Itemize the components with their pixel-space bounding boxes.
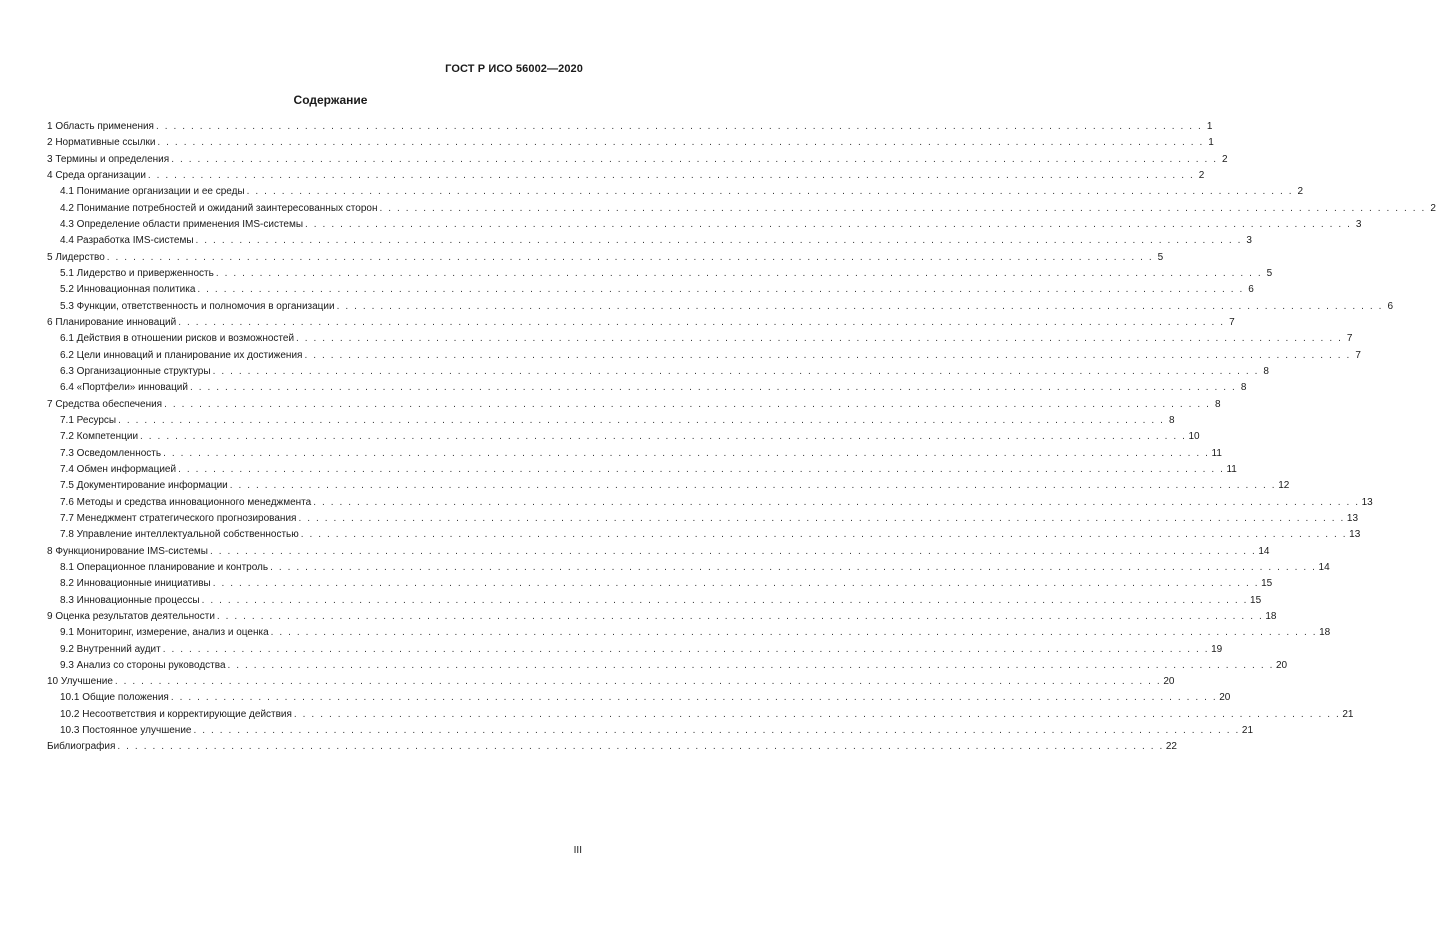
toc-entry[interactable] [47, 707, 1354, 723]
toc-entry-label: 2 Нормативные ссылки [47, 137, 156, 149]
toc-dot-leader: . . . . . . . . . . . . . . . . . . . . . . . . . . . . . . . . . . . . . . . . . . . . . . . . . . . . . . . . . . . . . . . . . . . . . . . . . . . . . . . . . . . . . . . . . . . . . . . . . . . . . . . . . . . . . . . . . . . . . . . . [201, 594, 1249, 606]
toc-entry-page: 2 [1198, 169, 1205, 181]
toc-entry[interactable] [47, 331, 1353, 347]
toc-entry[interactable] [47, 250, 1164, 266]
toc-dot-leader: . . . . . . . . . . . . . . . . . . . . . . . . . . . . . . . . . . . . . . . . . . . . . . . . . . . . . . . . . . . . . . . . . . . . . . . . . . . . . . . . . . . . . . . . . . . . . . . . . . . . . . . . . . . . . . . . . . . . . . . . [195, 235, 1242, 247]
toc-entry-page: 10 [1188, 431, 1200, 443]
toc-dot-leader: . . . . . . . . . . . . . . . . . . . . . . . . . . . . . . . . . . . . . . . . . . . . . . . . . . . . . . . . . . . . . . . . . . . . . . . . . . . . . . . . . . . . . . . . . . . . . . . . . . . . . . . . . . . . . . . . . . . . . . . . [212, 578, 1260, 590]
toc-entry-label: 4.2 Понимание потребностей и ожиданий заинтересованных сторон [60, 202, 378, 214]
toc-dot-leader: . . . . . . . . . . . . . . . . . . . . . . . . . . . . . . . . . . . . . . . . . . . . . . . . . . . . . . . . . . . . . . . . . . . . . . . . . . . . . . . . . . . . . . . . . . . . . . . . . . . . . . . . . . . . . . . . . . . . . . . . [300, 529, 1348, 541]
toc-entry[interactable] [47, 299, 1393, 315]
toc-entry-label: 7.7 Менеджмент стратегического прогнозирования [60, 512, 297, 524]
toc-dot-leader: . . . . . . . . . . . . . . . . . . . . . . . . . . . . . . . . . . . . . . . . . . . . . . . . . . . . . . . . . . . . . . . . . . . . . . . . . . . . . . . . . . . . . . . . . . . . . . . . . . . . . . . . . . . . . . . . . . . . . . . . [212, 365, 1259, 377]
toc-entry-page: 1 [1208, 137, 1214, 149]
toc-entry-label: 1 Область применения [47, 121, 154, 132]
toc-entry-page: 14 [1318, 561, 1330, 573]
toc-entry-page: 7 [1355, 349, 1361, 361]
toc-entry[interactable] [47, 593, 1262, 609]
toc-entry-label: 7.4 Обмен информацией [60, 463, 177, 475]
toc-entry-label: 5.3 Функции, ответственность и полномочия в организации [60, 300, 335, 312]
toc-entry-page: 20 [1275, 659, 1288, 671]
toc-dot-leader: . . . . . . . . . . . . . . . . . . . . . . . . . . . . . . . . . . . . . . . . . . . . . . . . . . . . . . . . . . . . . . . . . . . . . . . . . . . . . . . . . . . . . . . . . . . . . . . . . . . . . . . . . . . . . . . . . . . . . . . . [293, 708, 1341, 720]
toc-dot-leader: . . . . . . . . . . . . . . . . . . . . . . . . . . . . . . . . . . . . . . . . . . . . . . . . . . . . . . . . . . . . . . . . . . . . . . . . . . . . . . . . . . . . . . . . . . . . . . . . . . . . . . . . . . . . . . . . . . . . . . . . [163, 447, 1210, 459]
toc-entry-label: 9.3 Анализ со стороны руководства [60, 659, 226, 671]
toc-entry-page: 13 [1349, 529, 1361, 541]
toc-entry-page: 15 [1250, 594, 1262, 606]
toc-entry-label: 6.2 Цели инноваций и планирование их достижения [60, 349, 303, 361]
toc-entry-page: 2 [1222, 153, 1228, 165]
toc-entry-page: 5 [1157, 251, 1164, 263]
toc-entry-label: 7.8 Управление интеллектуальной собственностью [60, 529, 299, 541]
toc-entry[interactable] [47, 233, 1252, 249]
toc-dot-leader: . . . . . . . . . . . . . . . . . . . . . . . . . . . . . . . . . . . . . . . . . . . . . . . . . . . . . . . . . . . . . . . . . . . . . . . . . . . . . . . . . . . . . . . . . . . . . . . . . . . . . . . . . . . . . . . . . . . . . . . . [298, 512, 1345, 524]
toc-entry[interactable] [47, 723, 1254, 739]
toc-entry-page: 19 [1211, 643, 1223, 655]
toc-dot-leader: . . . . . . . . . . . . . . . . . . . . . . . . . . . . . . . . . . . . . . . . . . . . . . . . . . . . . . . . . . . . . . . . . . . . . . . . . . . . . . . . . . . . . . . . . . . . . . . . . . . . . . . . . . . . . . . . . . . . . . . . [170, 692, 1218, 704]
toc-entry[interactable] [47, 576, 1273, 592]
toc-entry-label: 4.3 Определение области применения IMS-системы [60, 218, 304, 230]
toc-dot-leader: . . . . . . . . . . . . . . . . . . . . . . . . . . . . . . . . . . . . . . . . . . . . . . . . . . . . . . . . . . . . . . . . . . . . . . . . . . . . . . . . . . . . . . . . . . . . . . . . . . . . . . . . . . . . . . . . . . . . . . . . [227, 659, 1274, 671]
toc-entry[interactable] [47, 282, 1254, 298]
toc-entry-page: 18 [1265, 610, 1277, 622]
toc-entry-label: 5.1 Лидерство и приверженность [60, 267, 214, 279]
toc-dot-leader: . . . . . . . . . . . . . . . . . . . . . . . . . . . . . . . . . . . . . . . . . . . . . . . . . . . . . . . . . . . . . . . . . . . . . . . . . . . . . . . . . . . . . . . . . . . . . . . . . . . . . . . . . . . . . . . . . . . . . . . . [155, 121, 1203, 132]
toc-entry[interactable] [47, 478, 1290, 494]
toc-dot-leader: . . . . . . . . . . . . . . . . . . . . . . . . . . . . . . . . . . . . . . . . . . . . . . . . . . . . . . . . . . . . . . . . . . . . . . . . . . . . . . . . . . . . . . . . . . . . . . . . . . . . . . . . . . . . . . . . . . . . . . . . [304, 349, 1351, 361]
toc-entry-page: 15 [1261, 578, 1273, 590]
toc-entry-label: 4.1 Понимание организации и ее среды [60, 186, 245, 198]
toc-entry-label: 7.6 Методы и средства инновационного менеджмента [60, 496, 312, 508]
toc-dot-leader: . . . . . . . . . . . . . . . . . . . . . . . . . . . . . . . . . . . . . . . . . . . . . . . . . . . . . . . . . . . . . . . . . . . . . . . . . . . . . . . . . . . . . . . . . . . . . . . . . . . . . . . . . . . . . . . . . . . . . . . . [117, 741, 1164, 753]
toc-entry-page: 20 [1163, 676, 1175, 688]
toc-entry-label: 7.5 Документирование информации [60, 480, 228, 492]
toc-dot-leader: . . . . . . . . . . . . . . . . . . . . . . . . . . . . . . . . . . . . . . . . . . . . . . . . . . . . . . . . . . . . . . . . . . . . . . . . . . . . . . . . . . . . . . . . . . . . . . . . . . . . . . . . . . . . . . . . . . . . . . . . [193, 725, 1240, 737]
toc-entry[interactable] [47, 429, 1200, 445]
toc-entry-label: 8 Функционирование IMS-системы [47, 545, 208, 557]
table-of-contents [47, 119, 1436, 756]
toc-entry-page: 8 [1263, 365, 1269, 377]
toc-entry-label: 5.2 Инновационная политика [60, 284, 196, 296]
toc-entry-page: 11 [1211, 447, 1222, 459]
toc-dot-leader: . . . . . . . . . . . . . . . . . . . . . . . . . . . . . . . . . . . . . . . . . . . . . . . . . . . . . . . . . . . . . . . . . . . . . . . . . . . . . . . . . . . . . . . . . . . . . . . . . . . . . . . . . . . . . . . . . . . . . . . . [157, 137, 1204, 149]
toc-entry-label: 10 Улучшение [47, 676, 113, 688]
toc-entry-label: 4.4 Разработка IMS-системы [60, 235, 194, 247]
toc-entry[interactable] [47, 413, 1175, 429]
toc-entry-page: 1 [1206, 121, 1213, 132]
toc-dot-leader: . . . . . . . . . . . . . . . . . . . . . . . . . . . . . . . . . . . . . . . . . . . . . . . . . . . . . . . . . . . . . . . . . . . . . . . . . . . . . . . . . . . . . . . . . . . . . . . . . . . . . . . . . . . . . . . . . . . . . . . . [178, 463, 1225, 475]
toc-entry-label: 6.4 «Портфели» инноваций [60, 382, 188, 394]
toc-entry-label: 8.3 Инновационные процессы [60, 594, 200, 606]
toc-entry-page: 7 [1229, 316, 1235, 328]
toc-entry-page: 3 [1246, 235, 1252, 247]
toc-entry-label: 4 Среда организации [47, 169, 146, 181]
toc-entry[interactable] [47, 168, 1205, 184]
toc-dot-leader: . . . . . . . . . . . . . . . . . . . . . . . . . . . . . . . . . . . . . . . . . . . . . . . . . . . . . . . . . . . . . . . . . . . . . . . . . . . . . . . . . . . . . . . . . . . . . . . . . . . . . . . . . . . . . . . . . . . . . . . . [162, 643, 1210, 655]
toc-entry-page: 6 [1248, 284, 1254, 296]
toc-dot-leader: . . . . . . . . . . . . . . . . . . . . . . . . . . . . . . . . . . . . . . . . . . . . . . . . . . . . . . . . . . . . . . . . . . . . . . . . . . . . . . . . . . . . . . . . . . . . . . . . . . . . . . . . . . . . . . . . . . . . . . . . [305, 218, 1352, 230]
toc-dot-leader: . . . . . . . . . . . . . . . . . . . . . . . . . . . . . . . . . . . . . . . . . . . . . . . . . . . . . . . . . . . . . . . . . . . . . . . . . . . . . . . . . . . . . . . . . . . . . . . . . . . . . . . . . . . . . . . . . . . . . . . . [197, 284, 1244, 296]
toc-entry-page: 8 [1168, 414, 1175, 426]
toc-entry[interactable] [47, 397, 1221, 413]
toc-entry-label: 6 Планирование инноваций [47, 316, 177, 328]
toc-entry-label: 6.1 Действия в отношении рисков и возможностей [60, 333, 295, 345]
toc-entry-page: 7 [1346, 333, 1353, 345]
toc-entry-page: 2 [1297, 186, 1304, 198]
toc-entry-page: 8 [1240, 382, 1247, 394]
toc-entry[interactable] [47, 544, 1270, 560]
toc-entry[interactable] [47, 364, 1269, 380]
toc-entry[interactable] [47, 152, 1228, 168]
toc-entry-page: 18 [1319, 627, 1331, 639]
toc-entry-page: 14 [1258, 545, 1270, 557]
toc-entry-page: 20 [1219, 692, 1231, 704]
toc-entry-label: 3 Термины и определения [47, 153, 170, 165]
page-number: III [573, 845, 582, 856]
toc-dot-leader: . . . . . . . . . . . . . . . . . . . . . . . . . . . . . . . . . . . . . . . . . . . . . . . . . . . . . . . . . . . . . . . . . . . . . . . . . . . . . . . . . . . . . . . . . . . . . . . . . . . . . . . . . . . . . . . . . . . . . . . . [189, 382, 1237, 394]
toc-entry-label: 7.3 Осведомленность [60, 447, 162, 459]
toc-entry[interactable] [47, 266, 1273, 282]
toc-entry-label: 8.1 Операционное планирование и контроль [60, 561, 269, 573]
toc-entry[interactable] [47, 674, 1175, 690]
toc-dot-leader: . . . . . . . . . . . . . . . . . . . . . . . . . . . . . . . . . . . . . . . . . . . . . . . . . . . . . . . . . . . . . . . . . . . . . . . . . . . . . . . . . . . . . . . . . . . . . . . . . . . . . . . . . . . . . . . . . . . . . . . . [118, 414, 1165, 426]
toc-entry-page: 12 [1278, 480, 1290, 492]
toc-dot-leader: . . . . . . . . . . . . . . . . . . . . . . . . . . . . . . . . . . . . . . . . . . . . . . . . . . . . . . . . . . . . . . . . . . . . . . . . . . . . . . . . . . . . . . . . . . . . . . . . . . . . . . . . . . . . . . . . . . . . . . . . [178, 316, 1225, 328]
toc-entry-label: 9.2 Внутренний аудит [60, 643, 161, 655]
toc-dot-leader: . . . . . . . . . . . . . . . . . . . . . . . . . . . . . . . . . . . . . . . . . . . . . . . . . . . . . . . . . . . . . . . . . . . . . . . . . . . . . . . . . . . . . . . . . . . . . . . . . . . . . . . . . . . . . . . . . . . . . . . . [114, 676, 1162, 688]
toc-entry-label: 10.2 Несоответствия и корректирующие действия [60, 708, 292, 720]
toc-entry[interactable] [47, 527, 1361, 543]
toc-dot-leader: . . . . . . . . . . . . . . . . . . . . . . . . . . . . . . . . . . . . . . . . . . . . . . . . . . . . . . . . . . . . . . . . . . . . . . . . . . . . . . . . . . . . . . . . . . . . . . . . . . . . . . . . . . . . . . . . . . . . . . . . [336, 300, 1383, 312]
toc-entry-page: 6 [1387, 300, 1393, 312]
toc-dot-leader: . . . . . . . . . . . . . . . . . . . . . . . . . . . . . . . . . . . . . . . . . . . . . . . . . . . . . . . . . . . . . . . . . . . . . . . . . . . . . . . . . . . . . . . . . . . . . . . . . . . . . . . . . . . . . . . . . . . . . . . . [209, 545, 1257, 557]
toc-entry[interactable] [47, 690, 1231, 706]
toc-entry-page: 11 [1226, 463, 1237, 475]
toc-dot-leader: . . . . . . . . . . . . . . . . . . . . . . . . . . . . . . . . . . . . . . . . . . . . . . . . . . . . . . . . . . . . . . . . . . . . . . . . . . . . . . . . . . . . . . . . . . . . . . . . . . . . . . . . . . . . . . . . . . . . . . . . [379, 202, 1426, 214]
toc-entry[interactable] [47, 625, 1331, 641]
toc-dot-leader: . . . . . . . . . . . . . . . . . . . . . . . . . . . . . . . . . . . . . . . . . . . . . . . . . . . . . . . . . . . . . . . . . . . . . . . . . . . . . . . . . . . . . . . . . . . . . . . . . . . . . . . . . . . . . . . . . . . . . . . . [140, 431, 1187, 443]
toc-dot-leader: . . . . . . . . . . . . . . . . . . . . . . . . . . . . . . . . . . . . . . . . . . . . . . . . . . . . . . . . . . . . . . . . . . . . . . . . . . . . . . . . . . . . . . . . . . . . . . . . . . . . . . . . . . . . . . . . . . . . . . . . [229, 480, 1277, 492]
toc-entry[interactable] [47, 462, 1237, 478]
toc-entry[interactable] [47, 380, 1247, 396]
toc-entry[interactable] [47, 119, 1213, 135]
toc-entry-page: 8 [1214, 398, 1221, 410]
toc-entry-label: 7.2 Компетенции [60, 431, 139, 443]
toc-entry-page: 22 [1165, 741, 1177, 753]
toc-entry[interactable] [47, 348, 1361, 364]
toc-entry-label: 7 Средства обеспечения [47, 398, 163, 410]
toc-entry-label: 5 Лидерство [47, 251, 105, 263]
document-code: ГОСТ Р ИСО 56002—2020 [445, 63, 583, 75]
toc-dot-leader: . . . . . . . . . . . . . . . . . . . . . . . . . . . . . . . . . . . . . . . . . . . . . . . . . . . . . . . . . . . . . . . . . . . . . . . . . . . . . . . . . . . . . . . . . . . . . . . . . . . . . . . . . . . . . . . . . . . . . . . . [147, 169, 1195, 181]
toc-entry-page: 21 [1241, 725, 1254, 737]
toc-dot-leader: . . . . . . . . . . . . . . . . . . . . . . . . . . . . . . . . . . . . . . . . . . . . . . . . . . . . . . . . . . . . . . . . . . . . . . . . . . . . . . . . . . . . . . . . . . . . . . . . . . . . . . . . . . . . . . . . . . . . . . . . [313, 496, 1360, 508]
toc-entry[interactable] [47, 201, 1436, 217]
toc-dot-leader: . . . . . . . . . . . . . . . . . . . . . . . . . . . . . . . . . . . . . . . . . . . . . . . . . . . . . . . . . . . . . . . . . . . . . . . . . . . . . . . . . . . . . . . . . . . . . . . . . . . . . . . . . . . . . . . . . . . . . . . . [270, 561, 1317, 573]
toc-entry[interactable] [47, 184, 1304, 200]
toc-entry[interactable] [47, 315, 1235, 331]
toc-entry-label: 8.2 Инновационные инициативы [60, 578, 211, 590]
toc-entry[interactable] [47, 511, 1359, 527]
toc-entry-label: 6.3 Организационные структуры [60, 365, 211, 377]
toc-dot-leader: . . . . . . . . . . . . . . . . . . . . . . . . . . . . . . . . . . . . . . . . . . . . . . . . . . . . . . . . . . . . . . . . . . . . . . . . . . . . . . . . . . . . . . . . . . . . . . . . . . . . . . . . . . . . . . . . . . . . . . . . [246, 186, 1294, 198]
toc-entry-label: 10.3 Постоянное улучшение [60, 725, 192, 737]
toc-entry[interactable] [47, 739, 1177, 755]
toc-entry-label: 10.1 Общие положения [60, 692, 169, 704]
toc-entry-page: 3 [1355, 218, 1362, 230]
toc-dot-leader: . . . . . . . . . . . . . . . . . . . . . . . . . . . . . . . . . . . . . . . . . . . . . . . . . . . . . . . . . . . . . . . . . . . . . . . . . . . . . . . . . . . . . . . . . . . . . . . . . . . . . . . . . . . . . . . . . . . . . . . . [296, 333, 1343, 345]
toc-entry-page: 5 [1266, 267, 1273, 279]
toc-entry[interactable] [47, 495, 1373, 511]
toc-entry[interactable] [47, 135, 1214, 151]
toc-dot-leader: . . . . . . . . . . . . . . . . . . . . . . . . . . . . . . . . . . . . . . . . . . . . . . . . . . . . . . . . . . . . . . . . . . . . . . . . . . . . . . . . . . . . . . . . . . . . . . . . . . . . . . . . . . . . . . . . . . . . . . . . [216, 610, 1264, 622]
toc-entry-label: 7.1 Ресурсы [60, 414, 117, 426]
toc-entry[interactable] [47, 560, 1330, 576]
toc-entry-page: 13 [1361, 496, 1373, 508]
toc-entry[interactable] [47, 217, 1362, 233]
page-title: Содержание [293, 93, 368, 107]
toc-entry-label: Библиография [47, 741, 116, 753]
toc-dot-leader: . . . . . . . . . . . . . . . . . . . . . . . . . . . . . . . . . . . . . . . . . . . . . . . . . . . . . . . . . . . . . . . . . . . . . . . . . . . . . . . . . . . . . . . . . . . . . . . . . . . . . . . . . . . . . . . . . . . . . . . . [215, 267, 1263, 279]
toc-dot-leader: . . . . . . . . . . . . . . . . . . . . . . . . . . . . . . . . . . . . . . . . . . . . . . . . . . . . . . . . . . . . . . . . . . . . . . . . . . . . . . . . . . . . . . . . . . . . . . . . . . . . . . . . . . . . . . . . . . . . . . . . [171, 153, 1218, 165]
toc-entry[interactable] [47, 446, 1222, 462]
toc-entry[interactable] [47, 609, 1277, 625]
toc-entry[interactable] [47, 658, 1288, 674]
toc-entry-label: 9.1 Мониторинг, измерение, анализ и оценка [60, 627, 269, 639]
toc-entry[interactable] [47, 642, 1223, 658]
toc-entry-page: 2 [1430, 202, 1436, 214]
toc-dot-leader: . . . . . . . . . . . . . . . . . . . . . . . . . . . . . . . . . . . . . . . . . . . . . . . . . . . . . . . . . . . . . . . . . . . . . . . . . . . . . . . . . . . . . . . . . . . . . . . . . . . . . . . . . . . . . . . . . . . . . . . . [270, 627, 1318, 639]
toc-dot-leader: . . . . . . . . . . . . . . . . . . . . . . . . . . . . . . . . . . . . . . . . . . . . . . . . . . . . . . . . . . . . . . . . . . . . . . . . . . . . . . . . . . . . . . . . . . . . . . . . . . . . . . . . . . . . . . . . . . . . . . . . [106, 251, 1154, 263]
toc-entry-page: 13 [1346, 512, 1359, 524]
toc-entry-page: 21 [1342, 708, 1354, 720]
toc-dot-leader: . . . . . . . . . . . . . . . . . . . . . . . . . . . . . . . . . . . . . . . . . . . . . . . . . . . . . . . . . . . . . . . . . . . . . . . . . . . . . . . . . . . . . . . . . . . . . . . . . . . . . . . . . . . . . . . . . . . . . . . . [164, 398, 1211, 410]
toc-entry-label: 9 Оценка результатов деятельности [47, 610, 215, 622]
